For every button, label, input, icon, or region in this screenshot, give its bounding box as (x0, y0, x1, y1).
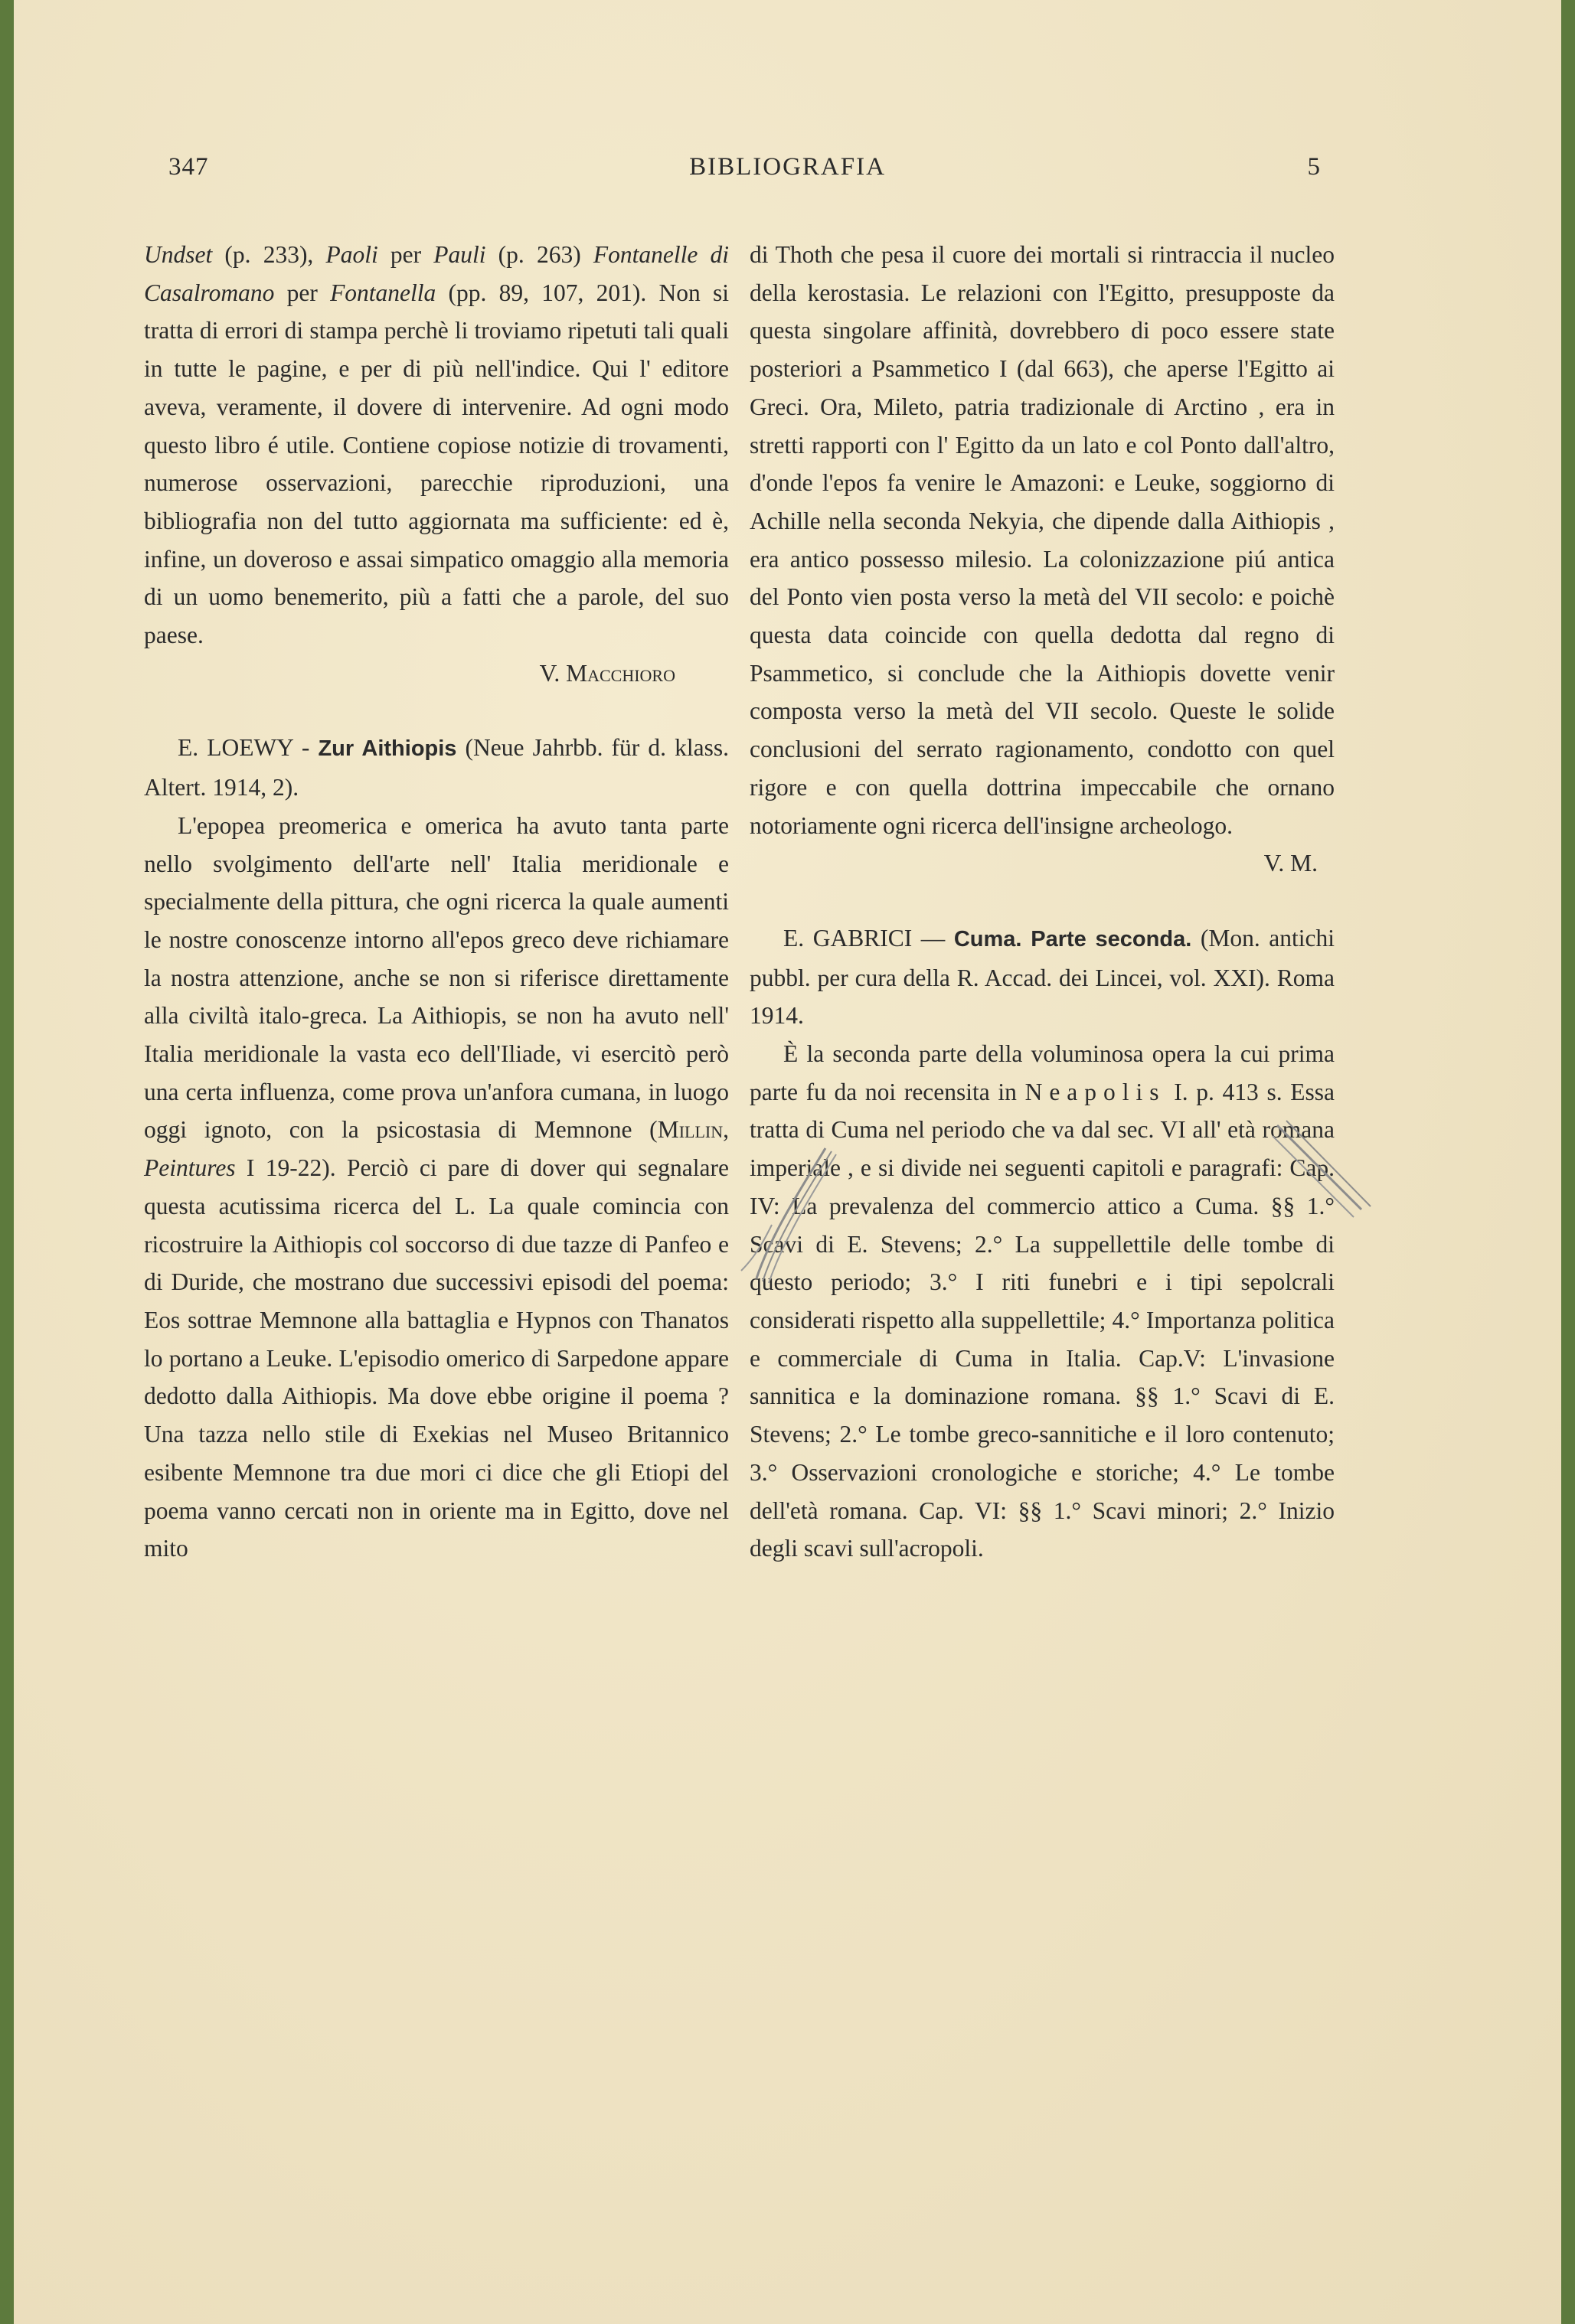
pencil-annotation-mark (711, 1141, 864, 1286)
entry-heading: E. LOEWY - Zur Aithiopis (Neue Jahrbb. für d. klass. Altert. 1914, 2). (144, 734, 729, 801)
running-header (14, 153, 1561, 191)
review-paragraph: Undset (p. 233), Paoli per Pauli (p. 263) Fontanelle di Casalromano per Fontanella (pp. 89, 107, 201). Non si tratta di errori di stampa perchè li troviamo ripetuti tali quali in tutte le pagine, e per di più nell'indice. Qui l' editore aveva, veramente, il dovere di intervenire. Ad ogni modo questo libro é utile. Contiene copiose notizie di trovamenti, numerose osservazioni, parecchie riproduzioni, una bibliografia non del tutto aggiornata ma sufficiente: ed è, infine, un doveroso e assai simpatico omaggio alla memoria di un uomo benemerito, più a fatti che a parole, del suo paese. (144, 241, 729, 649)
page-number-right: 5 (1307, 153, 1321, 181)
review-paragraph: L'epopea preomerica e omerica ha avuto tanta parte nello svolgimento dell'arte nell' Italia meridionale e specialmente della pittura, che ogni ricerca la quale aumenti le nostre conoscenze intorno all'epos greco deve richiamare la nostra attenzione, anche se non si riferisce direttamente alla civiltà italo-greca. La Aithiopis, se non ha avuto nell' Italia meridionale la vasta eco dell'Iliade, vi esercitò però una certa influenza, come prova un'anfora cumana, in luogo oggi ignoto, con la psicostasia di Memnone (Millin, Peintures I 19-22). Perciò ci pare di dover qui segnalare questa acutissima ricerca del L. La quale comincia con ricostruire la Aithiopis col soccorso di due tazze di Panfeo e di Duride, che mostrano due successivi episodi del poema: Eos sottrae Memnone alla battaglia e Hypnos con Thanatos lo portano a Leuke. L'episodio omerico di Sarpedone appare dedotto dalla Aithiopis. Ma dove ebbe origine il poema ? Una tazza nello stile di Exekias nel Museo Britannico esibente Memnone tra due mori ci dice che gli Etiopi del poema vanno cercati non in oriente ma in Egitto, dove nel mito (144, 811, 729, 1562)
entry-heading: E. GABRICI — Cuma. Parte seconda. (Mon. antichi pubbl. per cura della R. Accad. dei Lincei, vol. XXI). Roma 1914. (750, 924, 1335, 1030)
right-column (750, 236, 1335, 1568)
page-number-left: 347 (168, 153, 209, 181)
reviewer-signature: V. Macchioro (539, 659, 675, 687)
review-paragraph: di Thoth che pesa il cuore dei mortali si rintraccia il nucleo della kerostasia. Le relazioni con l'Egitto, presupposte da questa singolare affinità, dovrebbero di poco essere state posteriori a Psammetico I (dal 663), che aperse l'Egitto ai Greci. Ora, Mileto, patria tradizionale di Arctino , era in stretti rapporti con l' Egitto da un lato e col Ponto dall'altro, d'onde l'epos fa venire le Amazoni: e Leuke, soggiorno di Achille nella seconda Nekyia, che dipende dalla Aithiopis , era antico possesso milesio. La colonizzazione piú antica del Ponto vien posta verso la metà del VII secolo: e poichè questa data coincide con quella dedotta dal regno di Psammetico, si conclude che la Aithiopis dovette venir composta verso la metà del VII secolo. Queste le solide conclusioni del serrato ragionamento, condotto con quel rigore e con quella dottrina impeccabile che ornano notoriamente ogni ricerca dell'insigne archeologo. (750, 241, 1335, 839)
book-page (14, 0, 1561, 2324)
running-title: BIBLIOGRAFIA (689, 153, 886, 181)
pencil-annotation-mark (1269, 1118, 1377, 1225)
left-column (144, 236, 729, 1568)
reviewer-signature: V. M. (1263, 850, 1318, 877)
review-paragraph: È la seconda parte della voluminosa opera la cui prima parte fu da noi recensita in Neapolis I. p. 413 s. Essa tratta di Cuma nel periodo che va dal sec. VI all' età romana imperiale , e si divide nei seguenti capitoli e paragrafi: Cap. IV: La prevalenza del commercio attico a Cuma. §§ 1.° Scavi di E. Stevens; 2.° La suppellettile delle tombe di questo periodo; 3.° I riti funebri e i tipi sepolcrali considerati rispetto alla suppellettile; 4.° Importanza politica e commerciale di Cuma in Italia. Cap.V: L'invasione sannitica e la dominazione romana. §§ 1.° Scavi di E. Stevens; 2.° Le tombe greco-sannitiche e il loro contenuto; 3.° Osservazioni cronologiche e storiche; 4.° Le tombe dell'età romana. Cap. VI: §§ 1.° Scavi minori; 2.° Inizio degli scavi sull'acropoli. (750, 1040, 1335, 1562)
